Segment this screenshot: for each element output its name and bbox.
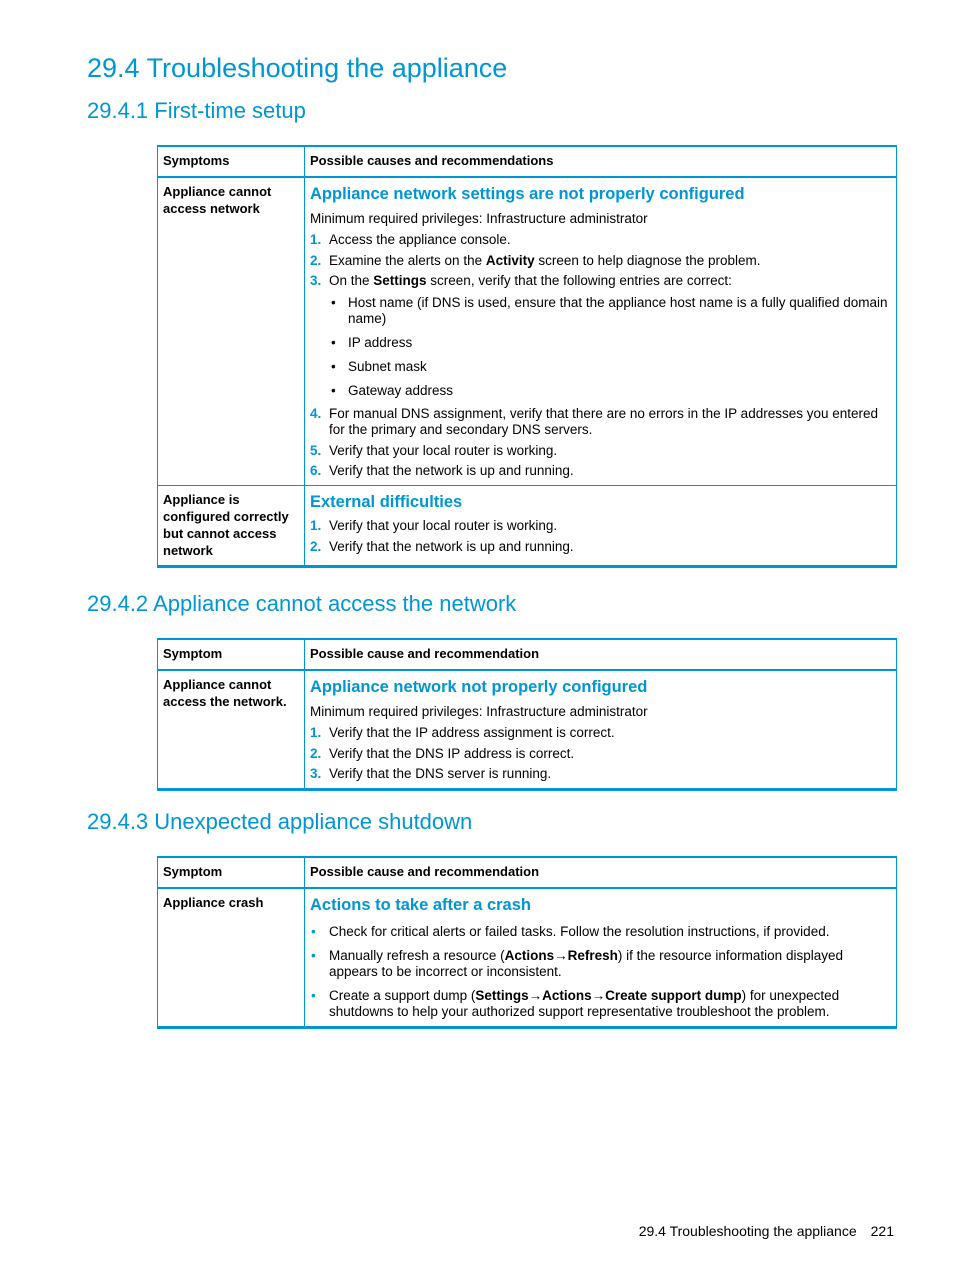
section-heading-unexpected-shutdown: 29.4.3 Unexpected appliance shutdown — [87, 809, 473, 834]
column-header-symptom: Symptom — [158, 857, 305, 888]
table-header-row — [158, 639, 897, 670]
list-item: 2. Verify that the DNS IP address is correct. — [310, 745, 575, 761]
list-item: • Create a support dump (Settings→Actions→Create support dump) for unexpected shutdowns to help your authorized support representative troubleshoot the problem. — [311, 988, 840, 1019]
page-number: 221 — [870, 1223, 894, 1239]
section-heading-network-access: 29.4.2 Appliance cannot access the network — [87, 591, 517, 616]
first-time-setup-table — [157, 145, 897, 568]
section-heading-first-time-setup: 29.4.1 First-time setup — [87, 98, 306, 123]
cause-title: Appliance network not properly configured — [310, 678, 648, 696]
list-item: • Host name (if DNS is used, ensure that the appliance host name is a fully qualified domain name) — [331, 295, 888, 326]
entries-list — [329, 295, 891, 399]
list-item: 4. For manual DNS assignment, verify that there are no errors in the IP addresses you entered for the primary and secondary DNS servers. — [310, 406, 879, 437]
symptom-cell: Appliance crash — [158, 888, 305, 1028]
list-item: 5. Verify that your local router is working. — [310, 442, 558, 458]
list-item: • IP address — [331, 335, 413, 350]
list-item: 1. Verify that the IP address assignment is correct. — [310, 725, 615, 740]
footer-section-title: 29.4 Troubleshooting the appliance — [638, 1223, 857, 1239]
network-access-table — [157, 638, 897, 791]
unexpected-shutdown-table — [157, 856, 897, 1029]
table-header-row — [158, 857, 897, 888]
list-item: • Subnet mask — [331, 359, 427, 374]
column-header-cause: Possible cause and recommendation — [305, 857, 897, 888]
recommendation-cell — [305, 670, 897, 790]
column-header-symptom: Symptom — [158, 639, 305, 670]
list-item: 6. Verify that the network is up and running. — [310, 463, 574, 478]
symptom-cell: Appliance cannot access the network. — [158, 670, 305, 790]
actions-list — [310, 924, 891, 1020]
steps-list — [310, 232, 891, 479]
cause-title: Actions to take after a crash — [310, 896, 531, 914]
page-footer — [639, 1223, 894, 1239]
privileges-note: Minimum required privileges: Infrastructure administrator — [310, 211, 648, 226]
page-title: 29.4 Troubleshooting the appliance — [87, 53, 508, 83]
symptom-cell: Appliance cannot access network — [158, 177, 305, 486]
list-item: 2. Verify that the network is up and running. — [310, 538, 574, 554]
list-item: 3. On the Settings screen, verify that the following entries are correct: • Host name (if DNS is used, ensure that the appliance host name is a fully qualified domain name) • IP address • Subnet mask • Gateway address — [310, 273, 891, 399]
list-item: 2. Examine the alerts on the Activity screen to help diagnose the problem. — [310, 252, 761, 268]
table-row — [158, 177, 897, 486]
recommendation-cell — [305, 888, 897, 1028]
list-item: • Gateway address — [331, 383, 454, 398]
table-header-row — [158, 146, 897, 177]
list-item: 3. Verify that the DNS server is running. — [310, 766, 552, 781]
privileges-note: Minimum required privileges: Infrastructure administrator — [310, 704, 648, 719]
list-item: • Check for critical alerts or failed tasks. Follow the resolution instructions, if provided. — [311, 924, 830, 939]
column-header-symptoms: Symptoms — [158, 146, 305, 177]
symptom-cell: Appliance is configured correctly but cannot access network — [158, 486, 305, 567]
column-header-cause: Possible cause and recommendation — [305, 639, 897, 670]
cause-title: Appliance network settings are not properly configured — [310, 185, 745, 203]
cause-title: External difficulties — [310, 493, 463, 511]
list-item: 1. Access the appliance console. — [310, 232, 511, 247]
recommendation-cell — [305, 177, 897, 486]
list-item: • Manually refresh a resource (Actions→Refresh) if the resource information displayed appears to be incorrect or inconsistent. — [311, 948, 843, 979]
steps-list — [310, 518, 891, 555]
list-item: 1. Verify that your local router is working. — [310, 518, 558, 533]
table-row — [158, 670, 897, 790]
table-row — [158, 486, 897, 567]
column-header-causes: Possible causes and recommendations — [305, 146, 897, 177]
steps-list — [310, 725, 891, 782]
recommendation-cell — [305, 486, 897, 567]
table-row — [158, 888, 897, 1028]
